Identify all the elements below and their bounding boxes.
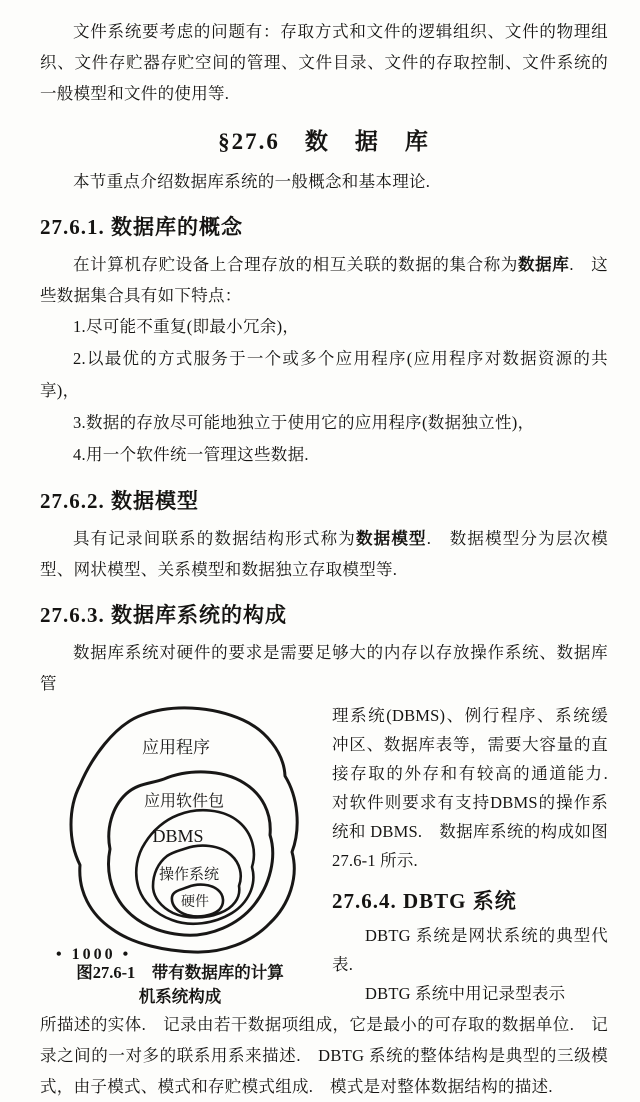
figure-label-application-package: 应用软件包 bbox=[143, 793, 225, 810]
list-item-2: 2.以最优的方式服务于一个或多个应用程序(应用程序对数据资源的共享)， bbox=[40, 349, 608, 400]
heading-27-6-1: 27.6.1. 数据库的概念 bbox=[40, 215, 243, 239]
figure-caption-line2: 机系统构成 bbox=[138, 987, 222, 1006]
para-dbtg-1: DBTG 系统是网状系统的典型代表. bbox=[332, 926, 608, 974]
term-data-model: 数据模型 bbox=[355, 529, 427, 548]
list-item-4: 4.用一个软件统一管理这些数据. bbox=[73, 445, 309, 464]
para-data-model-pre: 具有记录间联系的数据结构形式称为 bbox=[73, 529, 356, 548]
right-column bbox=[326, 701, 625, 1008]
figure-label-hardware: 硬件 bbox=[181, 895, 209, 910]
list-item-3: 3.数据的存放尽可能地独立于使用它的应用程序(数据独立性)， bbox=[73, 413, 535, 432]
para-system-composition-line1: 数据库系统对硬件的要求是需要足够大的内存以存放操作系统、数据库管 bbox=[40, 643, 608, 693]
term-database: 数据库 bbox=[517, 255, 570, 274]
heading-27-6-2: 27.6.2. 数据模型 bbox=[40, 489, 199, 513]
figure-label-application-program: 应用程序 bbox=[142, 738, 210, 757]
nested-rings-diagram bbox=[46, 701, 318, 959]
para-dbtg-2: DBTG 系统中用记录型表示 bbox=[365, 984, 566, 1003]
chapter-title: §27.6 数 据 库 bbox=[218, 129, 430, 154]
para-data-model-post: . 数据模型分为层次模型、网状模型、关系模型和数据独立存取模型等. bbox=[40, 529, 608, 579]
figure-label-dbms: DBMS bbox=[152, 826, 204, 846]
heading-27-6-4: 27.6.4. DBTG 系统 bbox=[332, 889, 517, 913]
page-number: • 1000 • bbox=[56, 946, 132, 963]
figure-caption-line1: 图27.6-1 带有数据库的计算 bbox=[76, 963, 284, 982]
figure-caption bbox=[40, 961, 320, 1009]
para-filesystem: 文件系统要考虑的问题有：存取方式和文件的逻辑组织、文件的物理组织、文件存贮器存贮空间的管理、文件目录、文件的存取控制、文件系统的一般模型和文件的使用等. bbox=[40, 22, 608, 103]
para-closing: 所描述的实体. 记录由若干数据项组成，它是最小的可存取的数据单位. 记录之间的一对多的联系用系来描述. DBTG 系统的整体结构是典型的三级模式，由子模式、模式和存贮模式组成. 模式是对整体数据结构的描述. bbox=[40, 1015, 608, 1096]
chapter-intro: 本节重点介绍数据库系统的一般概念和基本理论. bbox=[73, 172, 431, 191]
heading-27-6-3: 27.6.3. 数据库系统的构成 bbox=[40, 603, 287, 627]
list-item-1: 1.尽可能不重复(即最小冗余)， bbox=[73, 317, 300, 336]
figure-label-operating-system: 操作系统 bbox=[158, 867, 220, 883]
para-database-concept-pre: 在计算机存贮设备上合理存放的相互关联的数据的集合称为 bbox=[73, 255, 518, 274]
para-database-concept bbox=[40, 249, 608, 311]
para-database-concept-post: . 这些数据集合具有如下特点： bbox=[40, 255, 608, 305]
para-data-model bbox=[40, 523, 608, 585]
para-system-composition-right: 理系统(DBMS)、例行程序、系统缓冲区、数据库表等，需要大容量的直接存取的外存和有较高的通道能力. 对软件则要求有支持DBMS的操作系统和 DBMS. 数据库系统的构成如图 27.6-1 所示. bbox=[332, 706, 625, 870]
